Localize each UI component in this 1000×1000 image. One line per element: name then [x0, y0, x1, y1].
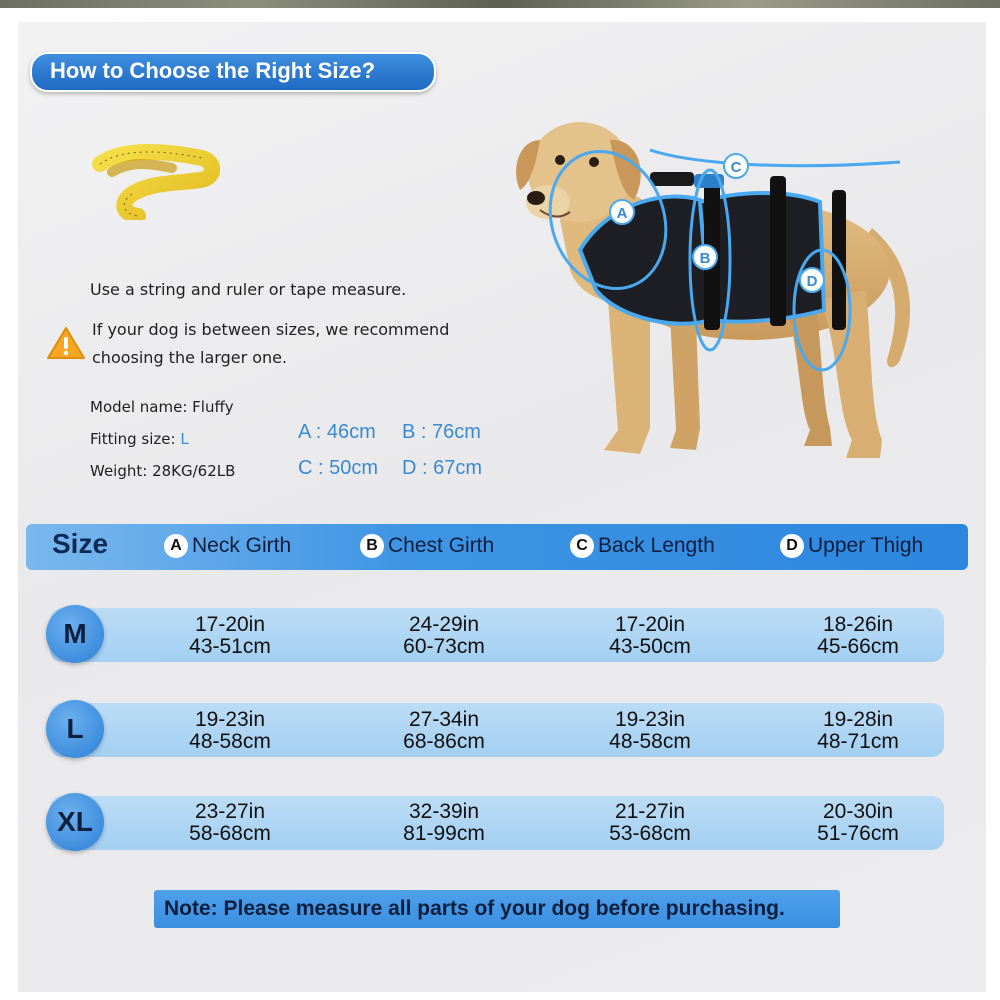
table-cell — [570, 614, 730, 658]
table-cell — [364, 614, 524, 658]
table-cell — [778, 801, 938, 845]
badge-b: B — [360, 534, 384, 558]
measurement-c: C : 50cm — [298, 457, 379, 479]
cell-cm: 45-66cm — [817, 635, 899, 658]
cell-cm: 43-51cm — [189, 635, 271, 658]
table-cell — [570, 709, 730, 753]
tape-measure-icon — [92, 142, 220, 220]
table-cell — [570, 801, 730, 845]
header-label: Chest Girth — [388, 534, 495, 557]
cell-cm: 48-58cm — [189, 730, 271, 753]
title-banner — [30, 52, 436, 92]
warning-icon — [46, 326, 86, 360]
header-upper-thigh — [780, 534, 923, 558]
header-label: Back Length — [598, 534, 715, 557]
measurement-a: A : 46cm — [298, 421, 376, 443]
cell-cm: 68-86cm — [403, 730, 485, 753]
cell-cm: 60-73cm — [403, 635, 485, 658]
cell-cm: 51-76cm — [817, 822, 899, 845]
tip-text: Use a string and ruler or tape measure. — [90, 280, 407, 299]
table-cell — [364, 709, 524, 753]
cell-cm: 48-58cm — [609, 730, 691, 753]
badge-a: A — [164, 534, 188, 558]
fitting-size-value: L — [180, 430, 189, 448]
note-banner — [154, 890, 840, 928]
header-label: Neck Girth — [192, 534, 292, 557]
cell-in: 24-29in — [408, 613, 480, 636]
cell-in: 17-20in — [194, 613, 266, 636]
model-name: Model name: Fluffy — [90, 398, 234, 416]
size-column-header: Size — [52, 528, 109, 559]
dog-photo — [500, 110, 940, 482]
size-badge-xl — [46, 793, 104, 851]
size-label: L — [66, 713, 84, 744]
size-label: M — [63, 618, 87, 649]
fitting-size-label: Fitting size: — [90, 430, 181, 448]
cell-in: 19-23in — [194, 708, 266, 731]
cell-cm: 81-99cm — [403, 822, 485, 845]
table-cell — [150, 709, 310, 753]
size-label: XL — [57, 806, 93, 837]
cell-in: 19-28in — [822, 708, 894, 731]
table-cell — [778, 709, 938, 753]
size-badge-m — [46, 605, 104, 663]
size-badge-l — [46, 700, 104, 758]
diagram-label-a: A — [616, 205, 628, 222]
note-text: Note: Please measure all parts of your dog before purchasing. — [164, 897, 785, 920]
warning-text-line1: If your dog is between sizes, we recommend — [92, 320, 450, 339]
cell-cm: 58-68cm — [189, 822, 271, 845]
top-photo-strip — [0, 0, 1000, 8]
table-header — [26, 524, 968, 570]
cell-cm: 53-68cm — [609, 822, 691, 845]
fitting-size — [90, 430, 189, 448]
badge-d: D — [780, 534, 804, 558]
cell-in: 21-27in — [614, 800, 686, 823]
table-cell — [150, 801, 310, 845]
diagram-label-d: D — [806, 273, 818, 290]
badge-c: C — [570, 534, 594, 558]
table-cell — [150, 614, 310, 658]
header-back-length — [570, 534, 715, 558]
table-cell — [364, 801, 524, 845]
table-cell — [778, 614, 938, 658]
header-neck-girth — [164, 534, 291, 558]
cell-in: 17-20in — [614, 613, 686, 636]
cell-in: 23-27in — [194, 800, 266, 823]
cell-in: 27-34in — [408, 708, 480, 731]
cell-in: 19-23in — [614, 708, 686, 731]
diagram-label-c: C — [730, 159, 742, 176]
diagram-label-b: B — [699, 250, 711, 267]
cell-in: 20-30in — [822, 800, 894, 823]
cell-in: 32-39in — [408, 800, 480, 823]
page-title: How to Choose the Right Size? — [50, 58, 376, 83]
header-label: Upper Thigh — [808, 534, 924, 557]
header-chest-girth — [360, 534, 494, 558]
measurement-b: B : 76cm — [402, 421, 481, 443]
cell-in: 18-26in — [822, 613, 894, 636]
warning-text-line2: choosing the larger one. — [92, 348, 288, 367]
measurement-d: D : 67cm — [402, 457, 483, 479]
weight: Weight: 28KG/62LB — [90, 462, 236, 480]
cell-cm: 48-71cm — [817, 730, 899, 753]
cell-cm: 43-50cm — [609, 635, 691, 658]
